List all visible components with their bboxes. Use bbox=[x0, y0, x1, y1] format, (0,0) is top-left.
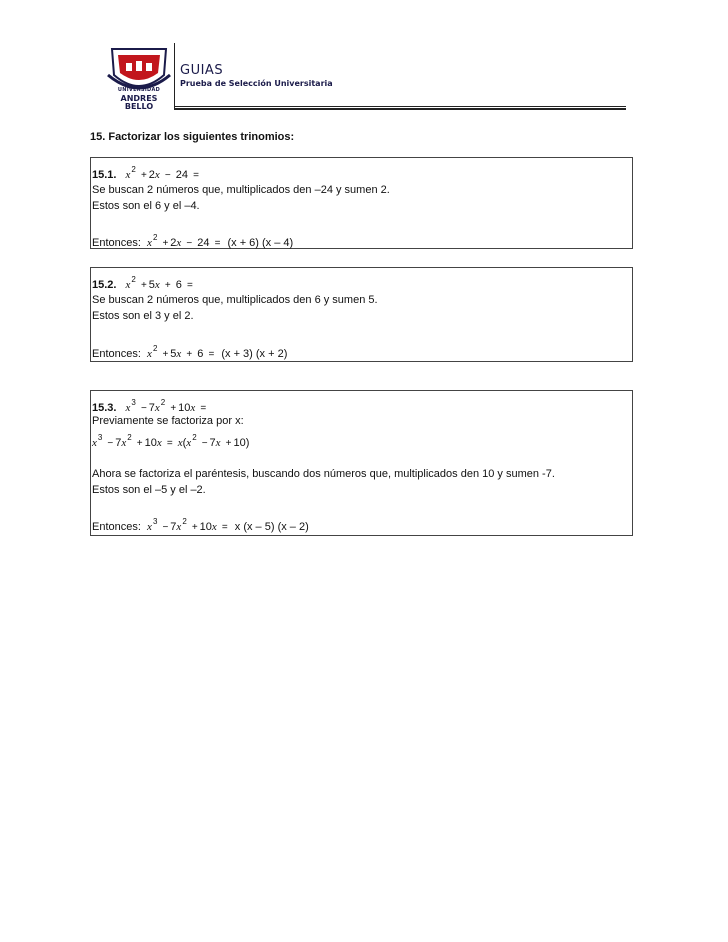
logo-university-label: UNIVERSIDAD bbox=[117, 87, 161, 93]
exercise-number: 15.2. bbox=[92, 279, 117, 291]
math-expression: $x^3 - 7x^2 + 10x$ = bbox=[147, 517, 228, 533]
explanation-line: Ahora se factoriza el paréntesis, buscando dos números que, multiplicados den 10 y sumen -7. bbox=[92, 468, 555, 480]
header-subtitle: Prueba de Selección Universitaria bbox=[180, 79, 333, 88]
header-rule bbox=[174, 106, 626, 107]
result-line bbox=[92, 233, 293, 249]
math-expression: $x^2 + 2x - 24$ = bbox=[147, 233, 221, 249]
result-label: Entonces: bbox=[92, 348, 141, 360]
exercise-number: 15.3. bbox=[92, 402, 117, 414]
result-line bbox=[92, 344, 287, 360]
math-expression: $x^2 + 2x - 24$ = bbox=[125, 165, 199, 181]
header-rule-thick bbox=[174, 108, 626, 110]
exercise-header bbox=[92, 165, 201, 181]
explanation-line: Previamente se factoriza por x: bbox=[92, 415, 244, 427]
explanation-line: Estos son el 3 y el 2. bbox=[92, 310, 194, 322]
math-expression: $x^2 + 5x + 6$ = bbox=[147, 344, 215, 360]
logo-university-name: ANDRES BELLO bbox=[120, 94, 158, 111]
math-expression: $x^3 - 7x^2 + 10x = x(x^2 - 7x + 10)$ bbox=[92, 433, 250, 449]
math-expression-line bbox=[92, 433, 249, 449]
exercise-box-15-3 bbox=[90, 390, 633, 536]
explanation-line: Se buscan 2 números que, multiplicados den –24 y sumen 2. bbox=[92, 184, 390, 196]
math-expression: $x^2 + 5x + 6$ = bbox=[125, 275, 193, 291]
exercise-header bbox=[92, 398, 208, 414]
header-vertical-divider bbox=[174, 43, 175, 108]
explanation-line: Se buscan 2 números que, multiplicados den 6 y sumen 5. bbox=[92, 294, 378, 306]
page-title: 15. Factorizar los siguientes trinomios: bbox=[90, 131, 295, 143]
explanation-line: Estos son el –5 y el –2. bbox=[92, 484, 206, 496]
math-expression: $x^3 - 7x^2 + 10x$ = bbox=[125, 398, 207, 414]
exercise-header bbox=[92, 275, 195, 291]
result-line bbox=[92, 517, 309, 533]
result-value: x (x – 5) (x – 2) bbox=[234, 521, 309, 533]
exercise-number: 15.1. bbox=[92, 169, 117, 181]
exercise-box-15-1 bbox=[90, 157, 633, 249]
university-logo-text bbox=[108, 88, 170, 111]
explanation-line: Estos son el 6 y el –4. bbox=[92, 200, 200, 212]
result-value: (x + 6) (x – 4) bbox=[227, 237, 294, 249]
guias-title: GUIAS bbox=[180, 63, 224, 78]
result-value: (x + 3) (x + 2) bbox=[221, 348, 288, 360]
result-label: Entonces: bbox=[92, 237, 141, 249]
exercise-box-15-2 bbox=[90, 267, 633, 362]
result-label: Entonces: bbox=[92, 521, 141, 533]
